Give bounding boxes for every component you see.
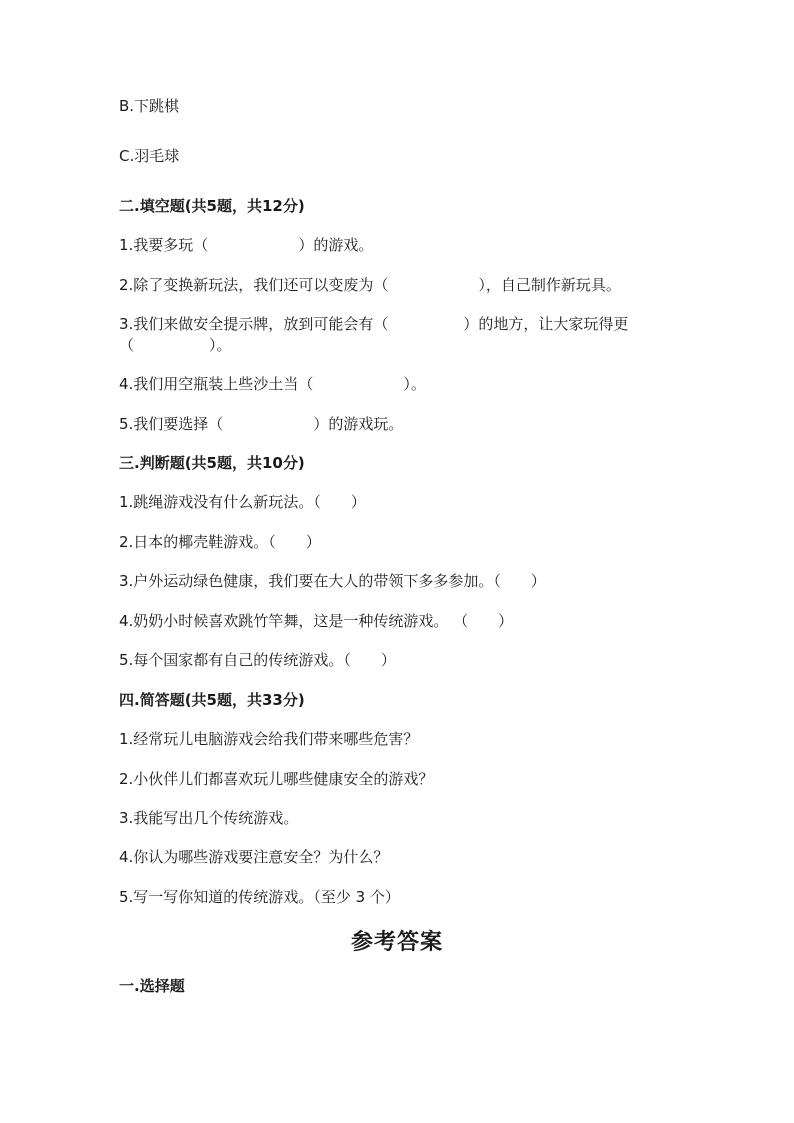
section-heading-short-answer: 四.简答题(共5题，共33分) <box>119 691 305 709</box>
true-false-question-2: 2.日本的椰壳鞋游戏。（ ） <box>119 533 321 551</box>
fill-blank-question-1: 1.我要多玩（ ）的游戏。 <box>119 236 374 254</box>
fill-blank-question-3-line-2: （ ）。 <box>119 336 232 354</box>
fill-blank-question-2: 2.除了变换新玩法，我们还可以变废为（ ），自己制作新玩具。 <box>119 276 621 294</box>
short-answer-question-5: 5.写一写你知道的传统游戏。（至少 3 个） <box>119 888 400 906</box>
fill-blank-question-5: 5.我们要选择（ ）的游戏玩。 <box>119 415 404 433</box>
short-answer-question-2: 2.小伙伴儿们都喜欢玩儿哪些健康安全的游戏？ <box>119 770 434 788</box>
short-answer-question-4: 4.你认为哪些游戏要注意安全？为什么？ <box>119 848 389 866</box>
true-false-question-3: 3.户外运动绿色健康，我们要在大人的带领下多多参加。（ ） <box>119 572 546 590</box>
answer-key-title: 参考答案 <box>350 929 443 955</box>
section-heading-true-false: 三.判断题(共5题，共10分) <box>119 454 305 472</box>
fill-blank-question-3-line-1: 3.我们来做安全提示牌，放到可能会有（ ）的地方，让大家玩得更 <box>119 315 629 333</box>
section-heading-fill-blank: 二.填空题(共5题，共12分) <box>119 197 305 215</box>
true-false-question-5: 5.每个国家都有自己的传统游戏。（ ） <box>119 651 396 669</box>
answer-section-heading-multiple-choice: 一.选择题 <box>119 977 185 995</box>
short-answer-question-1: 1.经常玩儿电脑游戏会给我们带来哪些危害？ <box>119 730 419 748</box>
short-answer-question-3: 3.我能写出几个传统游戏。 <box>119 809 299 827</box>
option-b: B.下跳棋 <box>119 97 180 115</box>
option-c: C.羽毛球 <box>119 147 180 165</box>
true-false-question-1: 1.跳绳游戏没有什么新玩法。（ ） <box>119 493 366 511</box>
true-false-question-4: 4.奶奶小时候喜欢跳竹竿舞，这是一种传统游戏。 （ ） <box>119 612 514 630</box>
fill-blank-question-4: 4.我们用空瓶装上些沙土当（ ）。 <box>119 375 426 393</box>
